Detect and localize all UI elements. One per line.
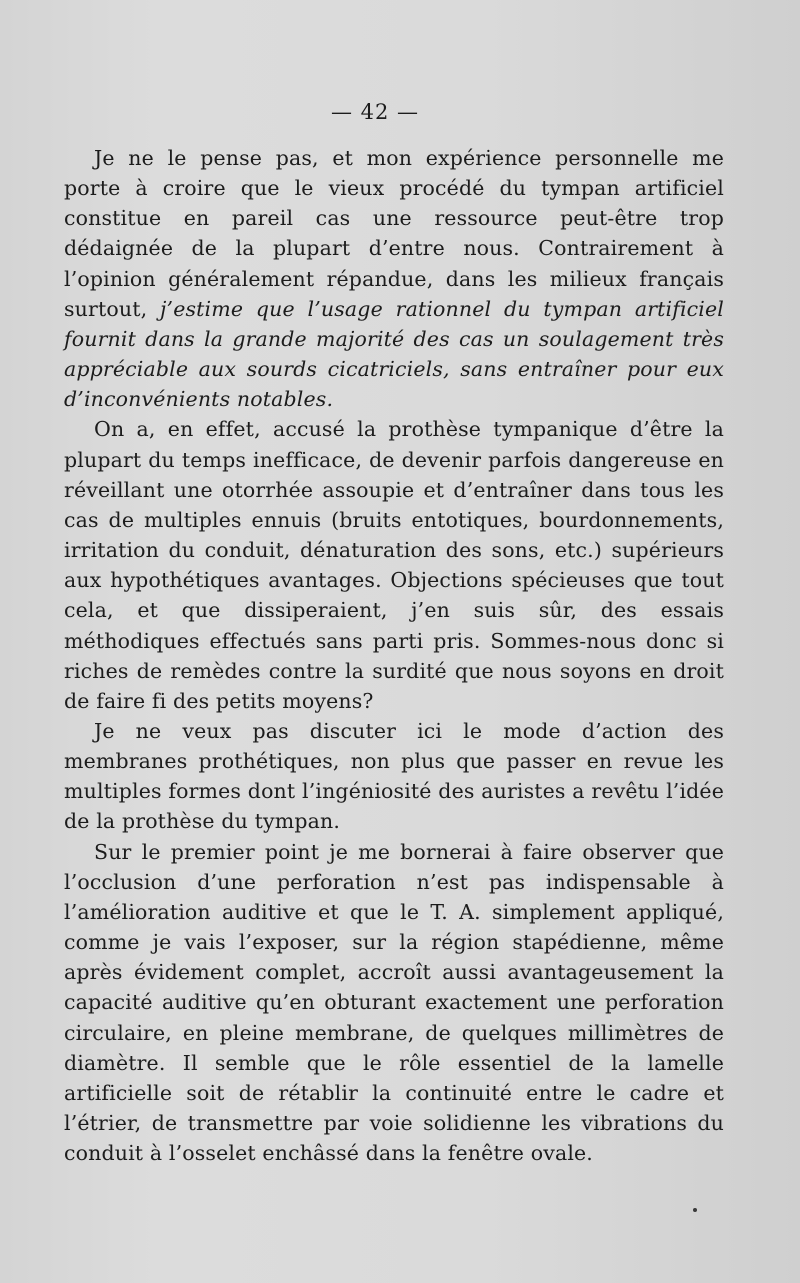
body-text	[64, 143, 724, 1168]
paragraph-4: Sur le premier point je me bornerai à faire observer que l’occlusion d’une perforation n’est pas indispensable à l’amélioration auditive et que le T. A. simplement appliqué, comme je vais l’exposer, sur la région stapédienne, même après évidement complet, accroît aussi avantageusement la capacité auditive qu’en obturant exactement une perforation circulaire, en pleine membrane, de quelques millimètres de diamètre. Il semble que le rôle essentiel de la lamelle artificielle soit de rétablir la continuité entre le cadre et l’étrier, de transmettre par voie solidienne les vibrations du conduit à l’osselet enchâssé dans la fenêtre ovale.	[64, 839, 724, 1166]
page-number: — 42 —	[330, 100, 420, 124]
paragraph-1	[64, 143, 724, 414]
paragraph-3: Je ne veux pas discuter ici le mode d’action des membranes prothétiques, non plus que passer en revue les multiples formes dont l’ingéniosité des auristes a revêtu l’idée de la prothèse du tympan.	[64, 718, 724, 834]
ink-speck	[693, 1208, 697, 1212]
paragraph-1-lead: Je ne le pense pas, et mon expérience personnelle me porte à croire que le vieux procédé du tympan artificiel constitue en pareil cas une ressource peut-être trop dédaignée de la plupart d’entre nous. Contrairement à l’opinion généralement répandue, dans les milieux français surtout,	[64, 146, 724, 321]
paragraph-2: On a, en effet, accusé la prothèse tympanique d’être la plupart du temps inefficace, de devenir parfois dangereuse en réveillant une otorrhée assoupie et d’entraîner dans tous les cas de multiples ennuis (bruits entotiques, bourdonnements, irritation du conduit, dénaturation des sons, etc.) supérieurs aux hypothétiques avantages. Objections spécieuses que tout cela, et que dissiperaient, j’en suis sûr, des essais méthodiques effectués sans parti pris. Sommes-nous donc si riches de remèdes contre la surdité que nous soyons en droit de faire fi des petits moyens?	[64, 417, 724, 713]
paragraph-1-emphasis: j’estime que l’usage rationnel du tympan artificiel fournit dans la grande majorité des cas un soulagement très appréciable aux sourds cicatriciels, sans entraîner pour eux d’inconvénients notables.	[64, 296, 725, 412]
